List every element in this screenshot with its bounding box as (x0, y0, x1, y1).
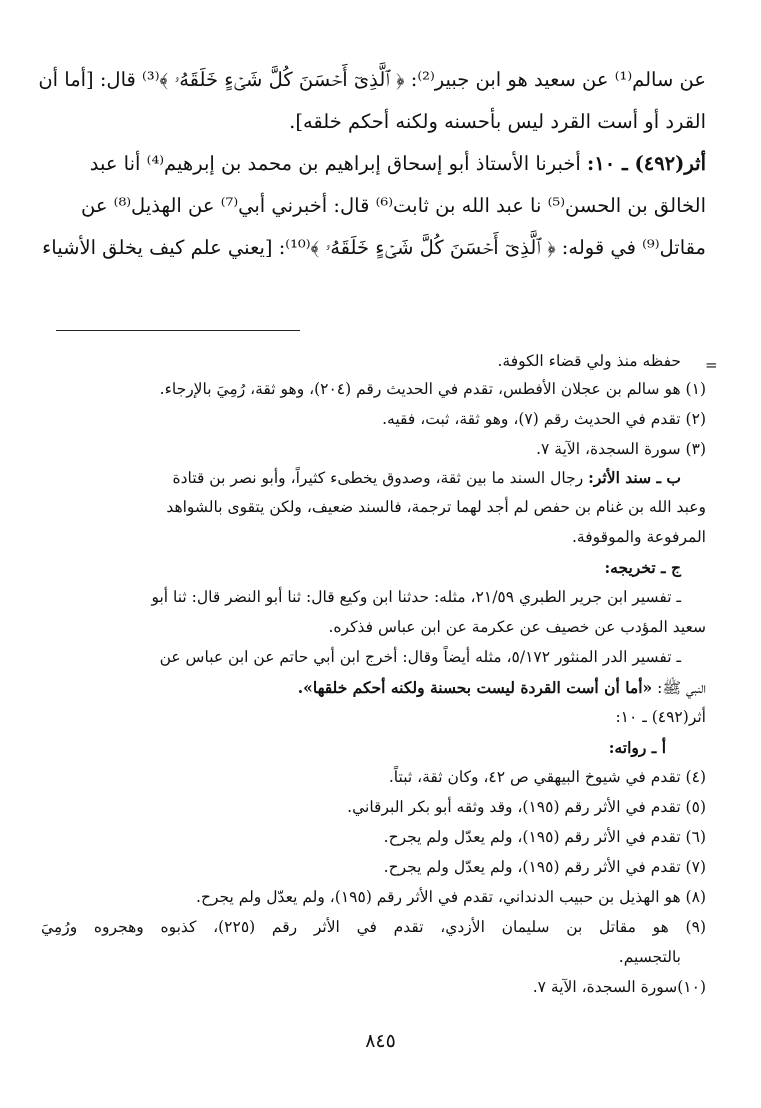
footnote-1: (١) هو سالم بن عجلان الأفطس، تقدم في الحديث رقم (٢٠٤)، وهو ثقة، رُمِيَ بالإرجاء. (159, 380, 706, 398)
footnote-9-line-2: بالتجسيم. (618, 948, 681, 966)
takhrij-2-line-1: ـ تفسير الدر المنثور ٥/١٧٢، مثله أيضاً وقال: أخرج ابن أبي حاتم عن ابن عباس عن (159, 648, 681, 666)
footnote-3: (٣) سورة السجدة، الآية ٧. (536, 440, 706, 458)
page-number: ٨٤٥ (365, 1030, 396, 1052)
takhrij-label-text: ج ـ تخريجه: (604, 558, 681, 577)
takhrij-1-line-2: سعيد المؤدب عن خصيف عن عكرمة عن ابن عباس فذكره. (328, 618, 706, 636)
athar-reference: أثر(٤٩٢) ـ ١٠: (615, 708, 706, 726)
main-line-1: عن سالم⁽¹⁾ عن سعيد هو ابن جبير⁽²⁾: ﴿ ٱلَّذِىٓ أَحۡسَنَ كُلَّ شَىۡءٍ خَلَقَهُۥ ﴾⁽³⁾ قال: [أما أن (38, 68, 706, 91)
sanad-line-1 (41, 468, 681, 487)
takhrij-label (41, 558, 681, 577)
takhrij-2-line-2 (41, 678, 706, 701)
ruwat-label-text: أ ـ رواته: (608, 738, 666, 757)
sanad-line-3: المرفوعة والموقوفة. (572, 528, 706, 546)
main-line-3 (56, 152, 706, 175)
footnote-continuation: حفظه منذ ولي قضاء الكوفة. (497, 352, 681, 370)
main-line-2: القرد أو أست القرد ليس بأحسنه ولكنه أحكم خلقه]. (289, 110, 706, 133)
sanad-text-1: رجال السند ما بين ثقة، وصدوق يخطىء كثيراً، وأبو نصر بن قتادة (172, 469, 589, 487)
sanad-line-2: وعبد الله بن غنام بن حفص لم أجد لهما ترجمة، فالسند ضعيف، ولكن يتقوى بالشواهد (166, 498, 706, 516)
main-line-4: الخالق بن الحسن⁽⁵⁾ نا عبد الله بن ثابت⁽⁶⁾ قال: أخبرني أبي⁽⁷⁾ عن الهذيل⁽⁸⁾ عن (80, 194, 706, 217)
ruwat-label (41, 738, 666, 757)
sanad-label: ب ـ سند الأثر: (588, 468, 681, 487)
athar-heading: أثر(٤٩٢) ـ ١٠: (587, 152, 706, 175)
continuation-marker: = (705, 356, 718, 374)
footnote-7: (٧) تقدم في الأثر رقم (١٩٥)، ولم يعدّل ولم يجرح. (383, 858, 706, 876)
main-line-3-text: أخبرنا الأستاذ أبو إسحاق إبراهيم بن محمد بن إبرهيم⁽⁴⁾ أنا عبد (89, 152, 588, 175)
main-line-5: مقاتل⁽⁹⁾ في قوله: ﴿ ٱلَّذِىٓ أَحۡسَنَ كُلَّ شَىۡءٍ خَلَقَهُۥ ﴾⁽¹⁰⁾: [يعني علم كيف يخلق الأشياء (42, 236, 706, 259)
footnote-8: (٨) هو الهذيل بن حبيب الدنداني، تقدم في الأثر رقم (١٩٥)، ولم يعدّل ولم يجرح. (196, 888, 706, 906)
footnote-4: (٤) تقدم في شيوخ البيهقي ص ٤٢، وكان ثقة، ثبتاً. (388, 768, 706, 786)
takhrij-2-prefix: النبي ﷺ: (652, 679, 706, 697)
footnote-separator (56, 330, 300, 331)
footnote-5: (٥) تقدم في الأثر رقم (١٩٥)، وقد وثقه أبو بكر البرقاني. (347, 798, 706, 816)
footnote-9-line-1: (٩) هو مقاتل بن سليمان الأزدي، تقدم في الأثر رقم (٢٢٥)، كذبوه وهجروه ورُمِيَ (41, 918, 706, 936)
footnote-2: (٢) تقدم في الحديث رقم (٧)، وهو ثقة، ثبت، فقيه. (382, 410, 706, 428)
hadith-quote: «أما أن أست القردة ليست بحسنة ولكنه أحكم خلقها». (297, 678, 653, 697)
takhrij-1-line-1: ـ تفسير ابن جرير الطبري ٢١/٥٩، مثله: حدثنا ابن وكيع قال: ثنا أبو النضر قال: ثنا أبو (151, 588, 681, 606)
footnote-10: (١٠)سورة السجدة، الآية ٧. (532, 978, 706, 996)
footnote-6: (٦) تقدم في الأثر رقم (١٩٥)، ولم يعدّل ولم يجرح. (383, 828, 706, 846)
